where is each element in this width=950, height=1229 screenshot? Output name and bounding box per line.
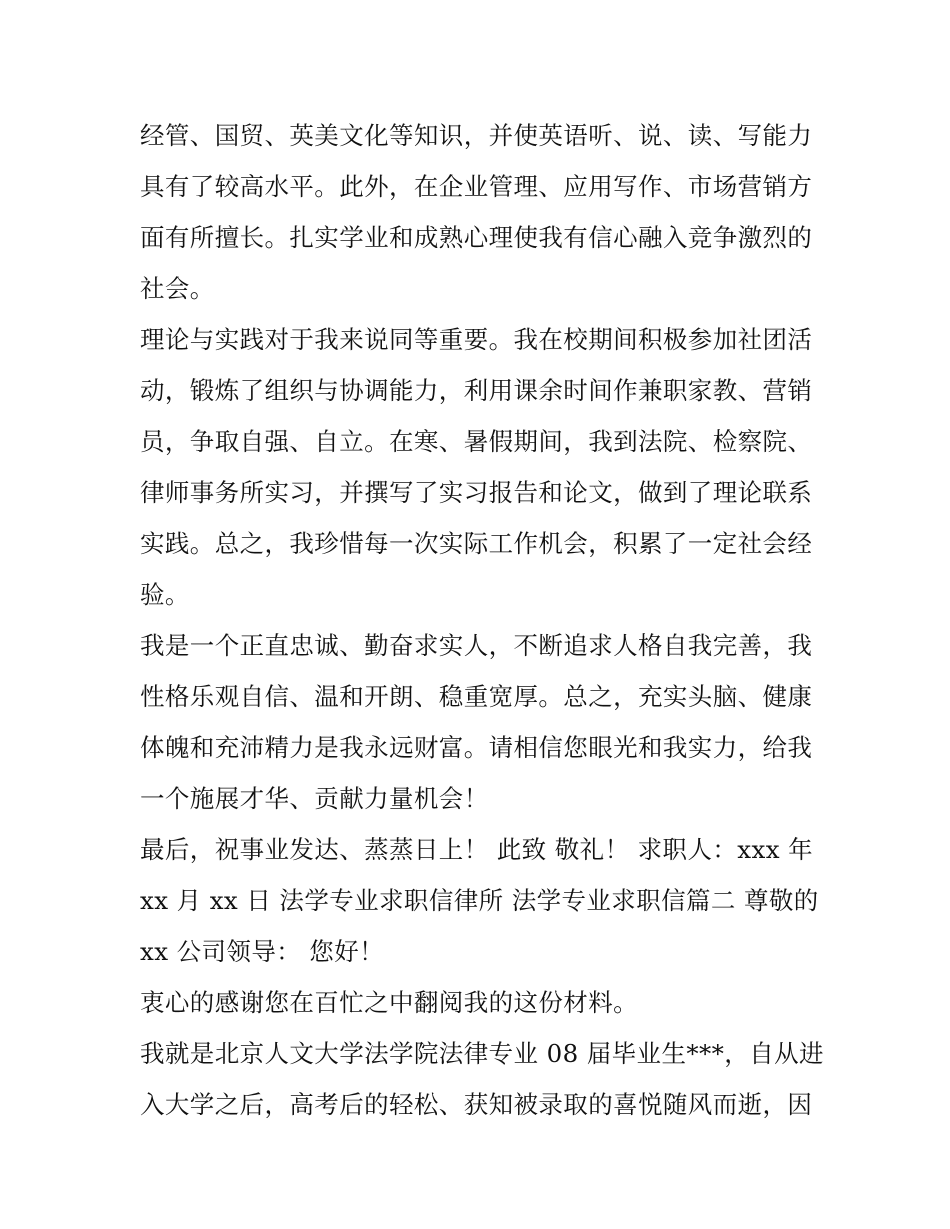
- text-line: 衷心的感谢您在百忙之中翻阅我的这份材料。: [140, 988, 638, 1017]
- text-line: 我就是北京人文大学法学院法律专业 08 届毕业生***，自从进: [140, 1039, 824, 1068]
- text-line: 理论与实践对于我来说同等重要。我在校期间积极参加社团活: [140, 325, 813, 354]
- text-line: xx 公司领导： 您好！: [140, 937, 385, 966]
- text-line: 社会。: [140, 274, 215, 303]
- text-line: 体魄和充沛精力是我永远财富。请相信您眼光和我实力，给我: [140, 733, 813, 762]
- text-line: 我是一个正直忠诚、勤奋求实人，不断追求人格自我完善，我: [140, 631, 813, 660]
- text-line: xx 月 xx 日 法学专业求职信律所 法学专业求职信篇二 尊敬的: [140, 886, 819, 915]
- text-line: 具有了较高水平。此外，在企业管理、应用写作、市场营销方: [140, 172, 813, 201]
- text-line: 员，争取自强、自立。在寒、暑假期间，我到法院、检察院、: [140, 427, 813, 456]
- text-line: 经管、国贸、英美文化等知识，并使英语听、说、读、写能力: [140, 121, 813, 150]
- text-line: 面有所擅长。扎实学业和成熟心理使我有信心融入竞争激烈的: [140, 223, 813, 252]
- document-body: [140, 110, 824, 1130]
- text-line: 验。: [140, 580, 190, 609]
- text-line: 入大学之后，高考后的轻松、获知被录取的喜悦随风而逝，因: [140, 1090, 813, 1119]
- text-line: 律师事务所实习，并撰写了实习报告和论文，做到了理论联系: [140, 478, 813, 507]
- text-line: 最后，祝事业发达、蒸蒸日上！ 此致 敬礼！ 求职人：xxx 年: [140, 835, 813, 864]
- text-line: 实践。总之，我珍惜每一次实际工作机会，积累了一定社会经: [140, 529, 813, 558]
- text-line: 性格乐观自信、温和开朗、稳重宽厚。总之，充实头脑、健康: [140, 682, 813, 711]
- text-line: 一个施展才华、贡献力量机会！: [140, 784, 489, 813]
- text-line: 动，锻炼了组织与协调能力，利用课余时间作兼职家教、营销: [140, 376, 813, 405]
